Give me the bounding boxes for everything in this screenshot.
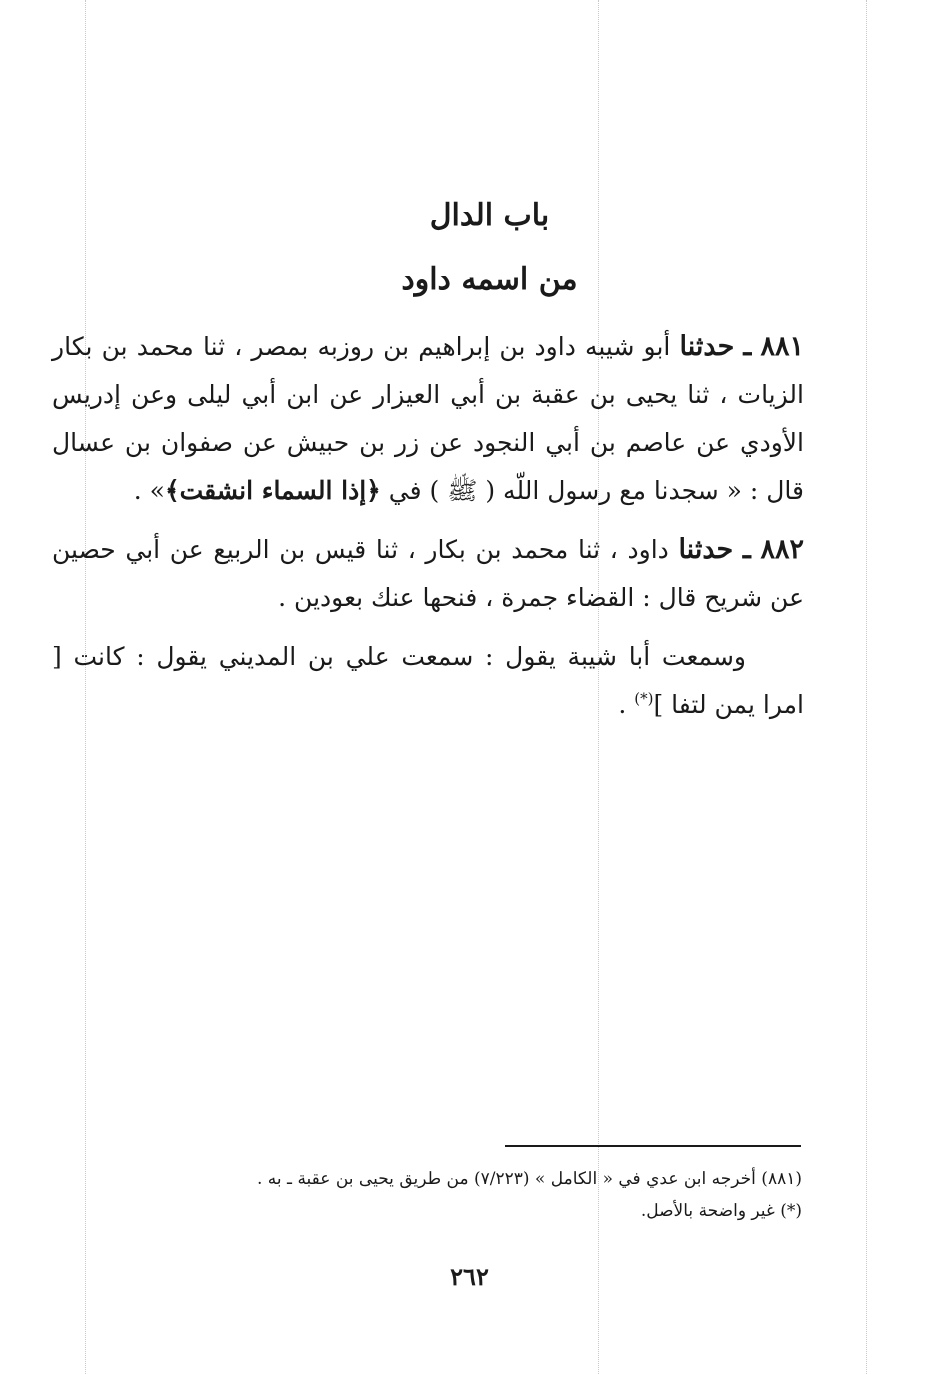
page-number: ٢٦٢: [450, 1262, 489, 1291]
hadith-dash: ـ: [742, 534, 751, 565]
section-title: من اسمه داود: [401, 262, 578, 297]
hadith-text: داود ، ثنا محمد بن بكار ، ثنا قيس بن الربيع عن أبي حصين عن شريح قال : القضاء جمرة ، فنحها عنك بعودين .: [52, 535, 804, 612]
narrator-note: [52, 633, 804, 729]
hadith-text: أبو شيبه داود بن إبراهيم بن روزبه بمصر ، ثنا محمد بن بكار الزيات ، ثنا يحيى بن عقبة بن أبي العيزار عن ابن أبي ليلى وعن إدريس الأودي عن عاصم بن أبي النجود عن زر بن حبيش عن صفوان بن عسال قال : « سجدنا مع رسول اللّه ( ﷺ ) في: [52, 332, 804, 505]
hadith-lead: حدثنا: [678, 534, 734, 565]
note-end: .: [618, 690, 635, 719]
body-text: [52, 323, 804, 729]
hadith-881: [52, 323, 804, 515]
footnote-881: (٨٨١) أخرجه ابن عدي في « الكامل » (٧/٢٢٣) من طريق يحيى بن عقبة ـ به .: [257, 1169, 802, 1189]
quran-quote: ﴿إذا السماء انشقت﴾: [164, 476, 381, 505]
chapter-title: باب الدال: [429, 198, 550, 233]
hadith-number: ٨٨٢: [760, 534, 804, 565]
hadith-882: [52, 526, 804, 622]
note-text: وسمعت أبا شيبة يقول : سمعت علي بن المديني يقول : كانت [ امرا يمن لتفا ]: [52, 642, 804, 719]
hadith-number: ٨٨١: [760, 331, 804, 362]
footnote-marker: (*): [634, 689, 654, 708]
footnote-star: (*) غير واضحة بالأصل.: [640, 1201, 802, 1221]
footnote-separator: [505, 1145, 801, 1147]
footnotes: [150, 1163, 802, 1227]
hadith-dash: ـ: [743, 331, 752, 362]
hadith-tail: » .: [133, 476, 165, 505]
hadith-lead: حدثنا: [679, 331, 735, 362]
